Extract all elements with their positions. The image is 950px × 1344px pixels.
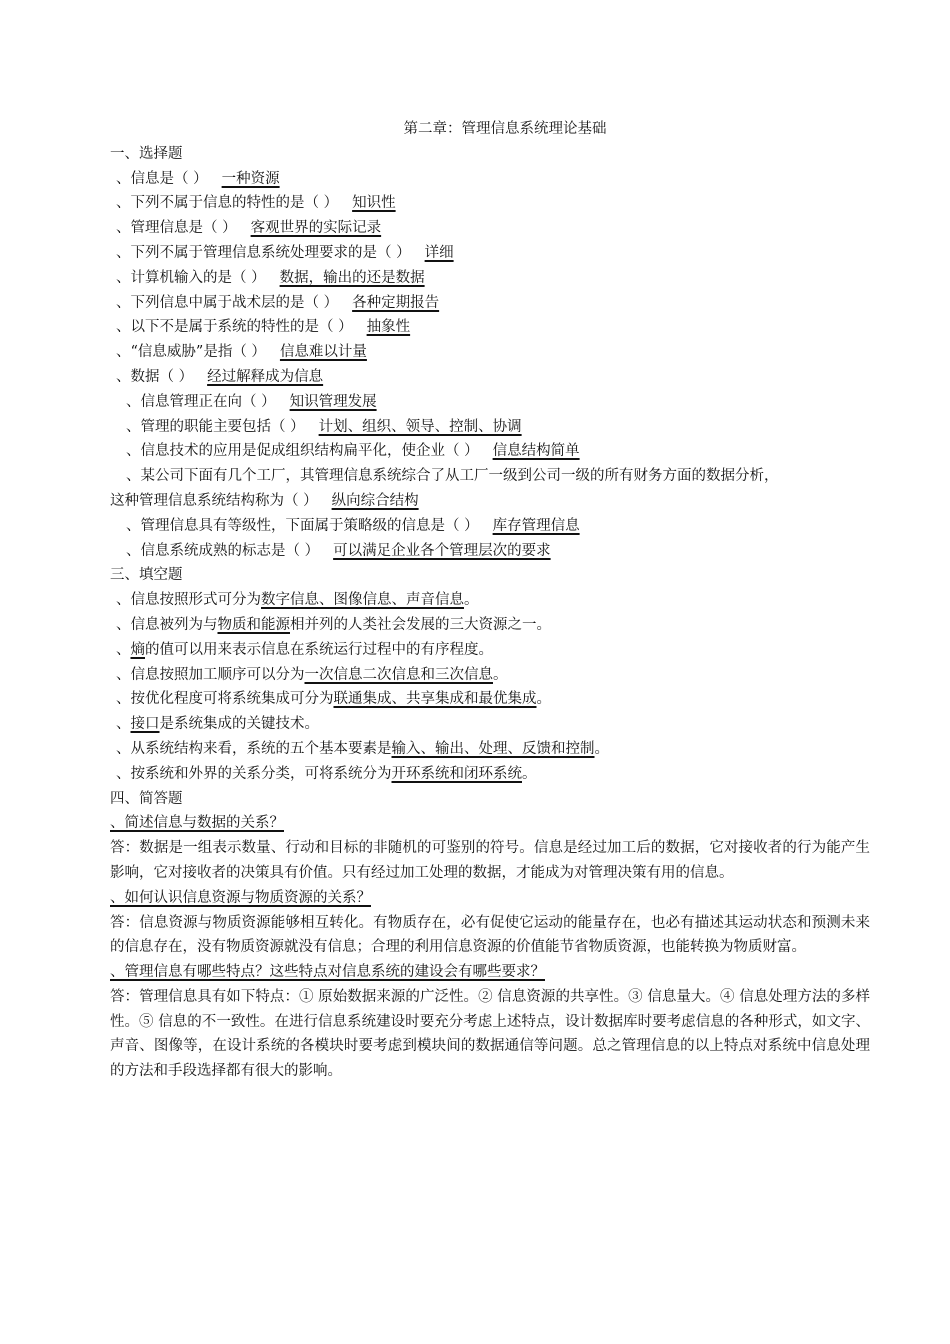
short-question-text: 、如何认识信息资源与物质资源的关系？: [110, 889, 371, 906]
section-heading-short-answer: 四、简答题: [110, 790, 183, 807]
answer-text: 知识管理发展: [289, 393, 377, 410]
short-question-text: 、管理信息有哪些特点？这些特点对信息系统的建设会有哪些要求？: [110, 964, 545, 981]
fill-pre: 、从系统结构来看，系统的五个基本要素是: [116, 740, 392, 757]
fill-answer: 接口: [130, 716, 160, 733]
choice-item: [110, 340, 870, 365]
fill-pre: 、: [116, 641, 131, 658]
short-question-text: 、简述信息与数据的关系？: [110, 815, 284, 832]
choice-item: [110, 365, 870, 390]
short-question: [110, 960, 870, 985]
fill-answer: 联通集成、共享集成和最优集成: [333, 691, 537, 708]
fill-pre: 、信息按照形式可分为: [116, 592, 261, 609]
question-text: 、下列信息中属于战术层的是（ ）: [116, 294, 339, 311]
short-question: [110, 886, 870, 911]
choice-item: [110, 439, 870, 464]
question-text: 、数据（ ）: [116, 368, 194, 385]
answer-text: 经过解释成为信息: [207, 368, 324, 385]
fill-pre: 、: [116, 716, 131, 733]
document-body: [110, 117, 870, 1084]
section-heading-choice: 一、选择题: [110, 145, 183, 162]
fill-answer: 一次信息二次信息和三次信息: [304, 666, 493, 683]
question-text: 、计算机输入的是（ ）: [116, 269, 266, 286]
fill-pre: 、按系统和外界的关系分类，可将系统分为: [116, 765, 392, 782]
question-text: 、下列不属于信息的特性的是（ ）: [116, 195, 339, 212]
choice-item: [110, 167, 870, 192]
question-text: 、管理信息具有等级性，下面属于策略级的信息是（ ）: [126, 517, 479, 534]
answer-text: 各种定期报告: [352, 294, 440, 311]
choice-item: [110, 539, 870, 564]
fill-post: 。: [594, 740, 609, 757]
answer-text: 库存管理信息: [492, 517, 580, 534]
short-answer: 答：数据是一组表示数量、行动和目标的非随机的可鉴别的符号。信息是经过加工后的数据，它对接收者的行为能产生影响，它对接收者的决策具有价值。只有经过加工处理的数据，才能成为对管理决策有用的信息。: [110, 840, 870, 881]
answer-text: 客观世界的实际记录: [250, 220, 382, 237]
short-answer: 答：信息资源与物质资源能够相互转化。有物质存在，必有促使它运动的能量存在，也必有描述其运动状态和预测未来的信息存在，没有物质资源就没有信息；合理的利用信息资源的价值能节省物质资源，也能转换为物质财富。: [110, 914, 870, 956]
fill-item: [110, 588, 870, 613]
fill-pre: 、信息按照加工顺序可以分为: [116, 666, 305, 683]
section-heading-fill: 三、填空题: [110, 567, 183, 584]
fill-item: [110, 638, 870, 663]
fill-pre: 、信息被列为与: [116, 616, 218, 633]
fill-answer: 数字信息、图像信息、声音信息: [261, 592, 464, 609]
answer-text: 计划、组织、领导、控制、协调: [318, 418, 522, 435]
answer-text: 抽象性: [366, 319, 411, 336]
question-text: 、管理的职能主要包括（ ）: [126, 418, 305, 435]
fill-post: 。: [464, 592, 479, 609]
choice-item: [110, 514, 870, 539]
answer-text: 信息难以计量: [279, 344, 367, 361]
fill-item: [110, 762, 870, 787]
choice-item: [110, 191, 870, 216]
answer-text: 信息结构简单: [492, 443, 580, 460]
fill-item: [110, 613, 870, 638]
question-text: 、信息系统成熟的标志是（ ）: [126, 542, 320, 559]
answer-text: 知识性: [352, 195, 396, 212]
answer-text: 纵向综合结构: [331, 492, 419, 509]
fill-item: [110, 712, 870, 737]
question-text: 、信息是（ ）: [116, 170, 208, 187]
answer-text: 一种资源: [221, 170, 280, 187]
short-answer: 答：管理信息具有如下特点：① 原始数据来源的广泛性。② 信息资源的共享性。③ 信息量大。④ 信息处理方法的多样性。⑤ 信息的不一致性。在进行信息系统建设时要充分考虑上述特点，设计数据库时要考虑信息的各种形式，如文字、声音、图像等，在设计系统的各模块时要考虑到模块间的数据通信等问题。总之管理信息的以上特点对系统中信息处理的方法和手段选择都有很大的影响。: [110, 988, 870, 1080]
page-title: 第二章：管理信息系统理论基础: [403, 121, 607, 137]
question-text: 、以下不是属于系统的特性的是（ ）: [116, 319, 353, 336]
question-text: 、“信息威胁”是指（ ）: [116, 344, 266, 361]
fill-post: 。: [536, 691, 551, 708]
choice-item: [110, 241, 870, 266]
choice-item-text-line1: 、某公司下面有几个工厂，其管理信息系统综合了从工厂一级到公司一级的所有财务方面的数据分析，: [126, 468, 779, 485]
choice-item: [110, 266, 870, 291]
fill-post: 相并列的人类社会发展的三大资源之一。: [290, 616, 551, 633]
fill-item: [110, 663, 870, 688]
fill-post: 。: [493, 666, 508, 683]
fill-post: 的值可以用来表示信息在系统运行过程中的有序程度。: [145, 641, 493, 658]
fill-pre: 、按优化程度可将系统集成可分为: [116, 691, 334, 708]
fill-post: 。: [522, 765, 537, 782]
choice-item: [110, 291, 870, 316]
answer-text: 可以满足企业各个管理层次的要求: [333, 542, 551, 559]
fill-answer: 输入、输出、处理、反馈和控制: [391, 740, 595, 757]
choice-item: [110, 489, 870, 514]
fill-item: [110, 687, 870, 712]
answer-text: 数据，输出的还是数据: [279, 269, 425, 286]
choice-item: [110, 216, 870, 241]
question-text: 、管理信息是（ ）: [116, 220, 237, 237]
fill-answer: 物质和能源: [217, 616, 290, 633]
short-question: [110, 811, 870, 836]
choice-item: [110, 415, 870, 440]
question-text: 这种管理信息系统结构称为（ ）: [110, 492, 318, 509]
question-text: 、下列不属于管理信息系统处理要求的是（ ）: [116, 244, 411, 261]
choice-item: [110, 390, 870, 415]
question-text: 、信息技术的应用是促成组织结构扁平化，使企业（ ）: [126, 443, 479, 460]
fill-answer: 熵: [130, 641, 145, 658]
choice-item: [110, 315, 870, 340]
fill-answer: 开环系统和闭环系统: [391, 765, 522, 782]
answer-text: 详细: [424, 244, 454, 261]
fill-post: 是系统集成的关键技术。: [159, 716, 319, 733]
question-text: 、信息管理正在向（ ）: [126, 393, 276, 410]
fill-item: [110, 737, 870, 762]
